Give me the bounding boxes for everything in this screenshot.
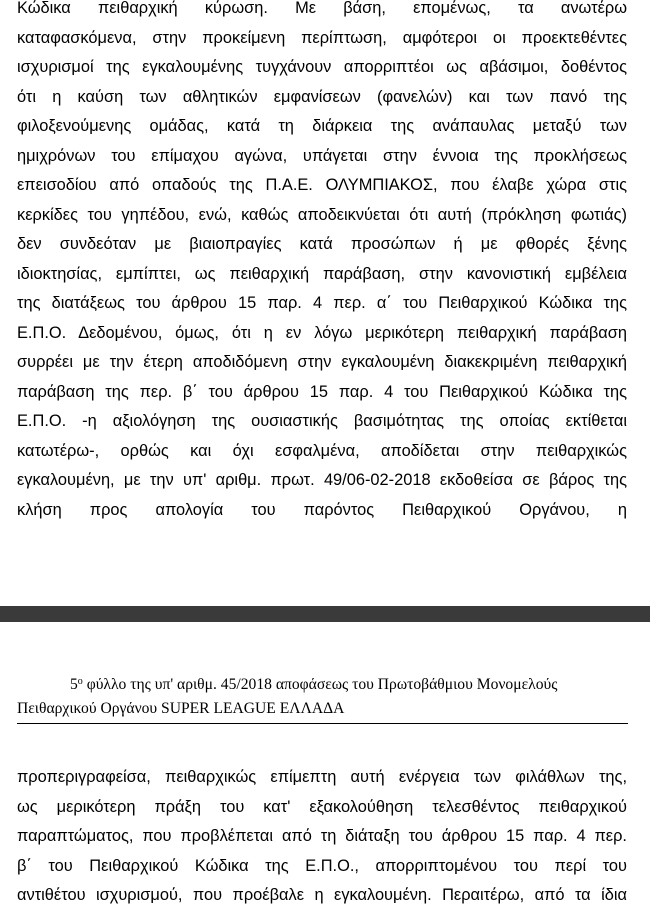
text-line: κλήση προς απολογία του παρόντος Πειθαρχικού Οργάνου, η (17, 500, 627, 519)
header-line-2: Πειθαρχικού Οργάνου SUPER LEAGUE ΕΛΛΑΔΑ (17, 700, 345, 717)
text-line: κατωτέρω-, ορθώς και όχι εσφαλμένα, αποδίδεται στην πειθαρχικώς (17, 441, 627, 460)
text-line: της διατάξεως του άρθρου 15 παρ. 4 περ. α΄ του Πειθαρχικού Κώδικα της (17, 294, 627, 312)
header-line-1 (17, 673, 628, 697)
page-running-header (17, 673, 628, 724)
sheet-number-ordinal: ο (77, 676, 83, 687)
text-line: β΄ του Πειθαρχικού Κώδικα της Ε.Π.Ο., απορριπτομένου του περί του (17, 856, 627, 875)
text-line: προπεριγραφείσα, πειθαρχικώς επίμεπτη αυτή ενέργεια των φιλάθλων της, (17, 768, 627, 786)
body-paragraph-bottom (17, 763, 627, 911)
text-line: Ε.Π.Ο. Δεδομένου, όμως, ότι η εν λόγω μερικότερη πειθαρχική παράβαση (17, 323, 627, 342)
text-line: ιδιοκτησίας, εμπίπτει, ως πειθαρχική παράβαση, στην κανονιστική εμβέλεια (17, 264, 627, 283)
text-line: φιλοξενούμενης ομάδας, κατά τη διάρκεια της ανάπαυλας μεταξύ των (17, 117, 627, 135)
sheet-number: 5 (70, 676, 78, 693)
text-line: δεν συνδεόταν με βιαιοπραγίες κατά προσώπων ή με φθορές ξένης (17, 235, 627, 253)
header-line-1-text: φύλλο της υπ' αριθμ. 45/2018 αποφάσεως του Πρωτοβάθμιου Μονομελούς (82, 676, 558, 693)
body-paragraph-top (17, 0, 627, 525)
text-line: ημιχρόνων του επίμαχου αγώνα, υπάγεται στην έννοια της προκλήσεως (17, 146, 627, 165)
document-page-bottom (0, 622, 650, 914)
text-line: παράβαση της περ. β΄ του άρθρου 15 παρ. 4 του Πειθαρχικού Κώδικα της (17, 382, 627, 401)
text-line: Ε.Π.Ο. -η αξιολόγηση της ουσιαστικής βασιμότητας της οποίας εκτίθεται (17, 412, 627, 430)
page-separator (0, 606, 650, 622)
text-line: Κώδικα πειθαρχική κύρωση. Με βάση, επομένως, τα ανωτέρω (17, 0, 627, 17)
text-line: αντιθέτου ισχυρισμού, που προέβαλε η εγκαλουμένη. Περαιτέρω, από τα ίδια (17, 886, 627, 904)
text-line: κερκίδες του γηπέδου, ενώ, καθώς αποδεικνύεται ότι αυτή (πρόκληση φωτιάς) (17, 205, 627, 224)
text-line: εγκαλουμένη, με την υπ' αριθμ. πρωτ. 49/06-02-2018 εκδοθείσα σε βάρος της (17, 471, 627, 489)
text-line: ότι η καύση των αθλητικών εμφανίσεων (φανελών) και των πανό της (17, 87, 627, 106)
text-line: επεισοδίου από οπαδούς της Π.Α.Ε. ΟΛΥΜΠΙΑΚΟΣ, που έλαβε χώρα στις (17, 176, 627, 194)
text-line: ισχυρισμοί της εγκαλουμένης τυγχάνουν απορριπτέοι ως αβάσιμοι, δοθέντος (17, 58, 627, 76)
text-line: συρρέει με την έτερη αποδιδόμενη στην εγκαλουμένη διακεκριμένη πειθαρχική (17, 353, 627, 371)
text-line: καταφασκόμενα, στην προκείμενη περίπτωση, αμφότεροι οι προεκτεθέντες (17, 28, 627, 47)
text-line: ως μερικότερη πράξη του κατ' εξακολούθηση τελεσθέντος πειθαρχικού (17, 797, 627, 816)
text-line: παραπτώματος, που προβλέπεται από τη διάταξη του άρθρου 15 παρ. 4 περ. (17, 827, 627, 845)
